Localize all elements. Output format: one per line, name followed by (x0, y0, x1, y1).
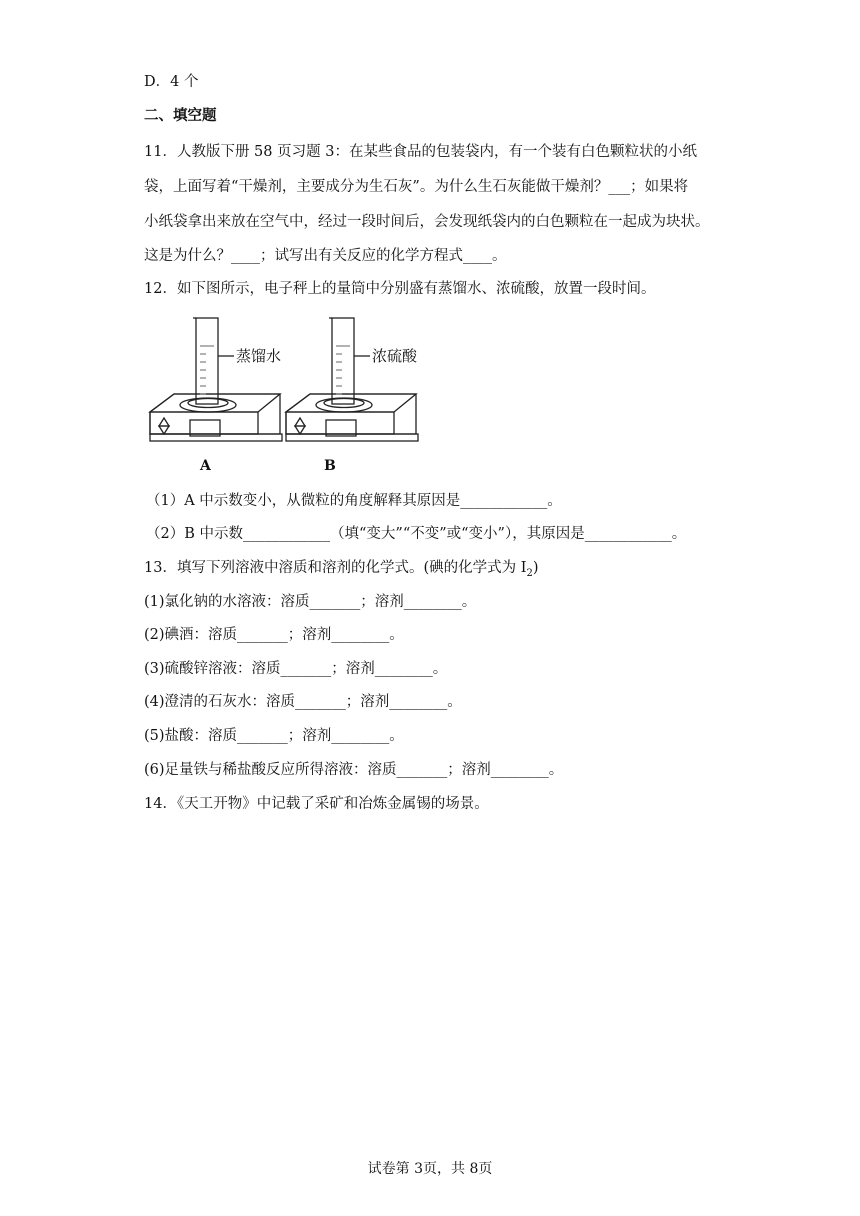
q13-item-1: (1)氯化钠的水溶液：溶质_______；溶剂________。 (144, 594, 477, 610)
q13-item-5: (5)盐酸：溶质_______；溶剂________。 (144, 728, 404, 744)
q11-line-4: 这是为什么？____；试写出有关反应的化学方程式____。 (144, 248, 507, 264)
apparatus-a (150, 318, 282, 441)
q13-stem (144, 558, 539, 584)
label-distilled-water: 蒸馏水 (236, 347, 282, 365)
q13-item-4: (4)澄清的石灰水：溶质_______；溶剂________。 (144, 694, 462, 710)
q13-stem-close: ) (532, 560, 539, 576)
scale-cylinder-figure (148, 308, 428, 476)
label-conc-sulfuric-acid: 浓硫酸 (372, 347, 418, 365)
q13-stem-text: 13．填写下列溶液中溶质和溶剂的化学式。(碘的化学式为 I (144, 560, 527, 576)
section-heading: 二、填空题 (144, 107, 217, 124)
q12-part-1: （1）A 中示数变小，从微粒的角度解释其原因是____________。 (146, 493, 562, 509)
page-footer: 试卷第 3页，共 8页 (367, 1161, 493, 1177)
q14-stem: 14．《天工开物》中记载了采矿和冶炼金属锡的场景。 (144, 796, 489, 812)
q13-subscript: 2 (526, 567, 533, 579)
q11-line-2: 袋，上面写着“干燥剂，主要成分为生石灰”。为什么生石灰能做干燥剂？___；如果将 (144, 179, 689, 195)
label-b: B (324, 458, 336, 474)
q11-line-1: 11．人教版下册 58 页习题 3：在某些食品的包装袋内，有一个装有白色颗粒状的小纸 (144, 144, 697, 160)
q11-line-3: 小纸袋拿出来放在空气中，经过一段时间后，会发现纸袋内的白色颗粒在一起成为块状。 (144, 214, 710, 230)
q13-item-6: (6)足量铁与稀盐酸反应所得溶液：溶质_______；溶剂________。 (144, 762, 564, 778)
q12-stem: 12．如下图所示，电子秤上的量筒中分别盛有蒸馏水、浓硫酸，放置一段时间。 (144, 281, 656, 297)
q13-item-3: (3)硫酸锌溶液：溶质_______；溶剂________。 (144, 661, 448, 677)
option-d: D．4 个 (144, 74, 199, 90)
label-a: A (200, 458, 211, 474)
q12-part-2: （2）B 中示数____________（填“变大”“不变”或“变小”），其原因是____________。 (146, 526, 687, 542)
q13-item-2: (2)碘酒：溶质_______；溶剂________。 (144, 627, 404, 643)
apparatus-b (286, 318, 418, 441)
